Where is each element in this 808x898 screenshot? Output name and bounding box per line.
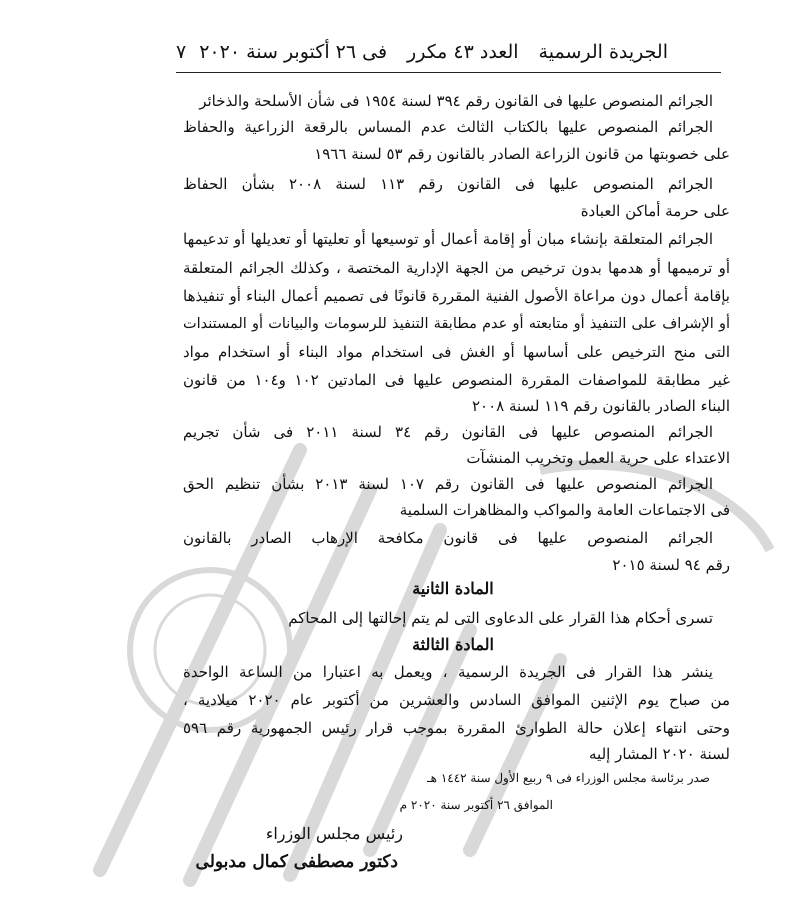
signatory-title: رئيس مجلس الوزراء — [265, 824, 403, 843]
body-line: أو الإشراف على التنفيذ أو متابعته أو عدم مطابقة التنفيذ للرسومات والبيانات أو المستندات — [183, 316, 730, 332]
body-line: غير مطابقة للمواصفات المقررة المنصوص عليها فى المادتين ١٠٢ و١٠٤ من قانون — [183, 371, 731, 389]
article-3-line: من صباح يوم الإثنين الموافق السادس والعشرين من أكتوبر عام ٢٠٢٠ ميلادية ، — [183, 691, 730, 709]
page-number: ٧ — [176, 41, 187, 63]
body-line: أو ترميمها أو هدمها بدون ترخيص من الجهة الإدارية المختصة ، وكذلك الجرائم المتعلقة — [183, 259, 730, 277]
issued-date-line: الموافق ٢٦ أكتوبر سنة ٢٠٢٠ م — [399, 798, 553, 812]
article-2-text: تسرى أحكام هذا القرار على الدعاوى التى لم يتم إحالتها إلى المحاكم — [288, 609, 713, 627]
header-title — [199, 41, 668, 63]
article-2-heading: المادة الثانية — [412, 579, 494, 598]
body-line: الجرائم المنصوص عليها فى القانون رقم ٣٩٤ لسنة ١٩٥٤ فى شأن الأسلحة والذخائر — [199, 92, 713, 110]
article-3-line: وحتى انتهاء إعلان حالة الطوارئ المقررة بموجب قرار رئيس الجمهورية رقم ٥٩٦ — [183, 719, 730, 737]
body-line: البناء الصادر بالقانون رقم ١١٩ لسنة ٢٠٠٨ — [471, 397, 730, 415]
header-divider — [176, 72, 721, 73]
body-line: الجرائم المتعلقة بإنشاء مبان أو إقامة أعمال أو توسيعها أو تعليتها أو تعديلها أو تدعيمها — [183, 230, 713, 248]
page-header — [176, 36, 668, 68]
article-3-line: ينشر هذا القرار فى الجريدة الرسمية ، ويعمل به اعتبارا من الساعة الواحدة — [183, 663, 713, 681]
body-line: الجرائم المنصوص عليها فى قانون مكافحة الإرهاب الصادر بالقانون — [183, 529, 713, 547]
issue-number: العدد ٤٣ مكرر — [407, 41, 519, 63]
body-line: رقم ٩٤ لسنة ٢٠١٥ — [612, 556, 730, 574]
issue-date: فى ٢٦ أكتوبر سنة ٢٠٢٠ — [199, 41, 388, 63]
signatory-name: دكتور مصطفى كمال مدبولى — [195, 852, 398, 872]
body-line: الاعتداء على حرية العمل وتخريب المنشآت — [466, 449, 730, 467]
body-line: الجرائم المنصوص عليها فى القانون رقم ١١٣ لسنة ٢٠٠٨ بشأن الحفاظ — [183, 175, 713, 193]
article-3-line: لسنة ٢٠٢٠ المشار إليه — [589, 745, 730, 763]
body-line: التى منح الترخيص على أساسها أو الغش فى استخدام مواد البناء أو استخدام مواد — [183, 343, 730, 361]
body-line: الجرائم المنصوص عليها فى القانون رقم ١٠٧ لسنة ٢٠١٣ بشأن تنظيم الحق — [183, 475, 713, 493]
body-line: الجرائم المنصوص عليها بالكتاب الثالث عدم المساس بالرقعة الزراعية والحفاظ — [183, 118, 713, 136]
body-line: الجرائم المنصوص عليها فى القانون رقم ٣٤ لسنة ٢٠١١ فى شأن تجريم — [183, 423, 713, 441]
body-line: بإقامة أعمال دون مراعاة الأصول الفنية المقررة قانونًا فى تصميم أعمال البناء أو تنفيذها — [183, 287, 730, 305]
body-line: فى الاجتماعات العامة والمواكب والمظاهرات السلمية — [399, 501, 730, 519]
body-line: على خصوبتها من قانون الزراعة الصادر بالقانون رقم ٥٣ لسنة ١٩٦٦ — [314, 145, 730, 163]
article-3-heading: المادة الثالثة — [412, 635, 494, 654]
gazette-name: الجريدة الرسمية — [538, 41, 668, 63]
issued-line: صدر برئاسة مجلس الوزراء فى ٩ ربيع الأول سنة ١٤٤٢ هـ — [427, 771, 710, 785]
body-line: على حرمة أماكن العبادة — [580, 202, 730, 220]
